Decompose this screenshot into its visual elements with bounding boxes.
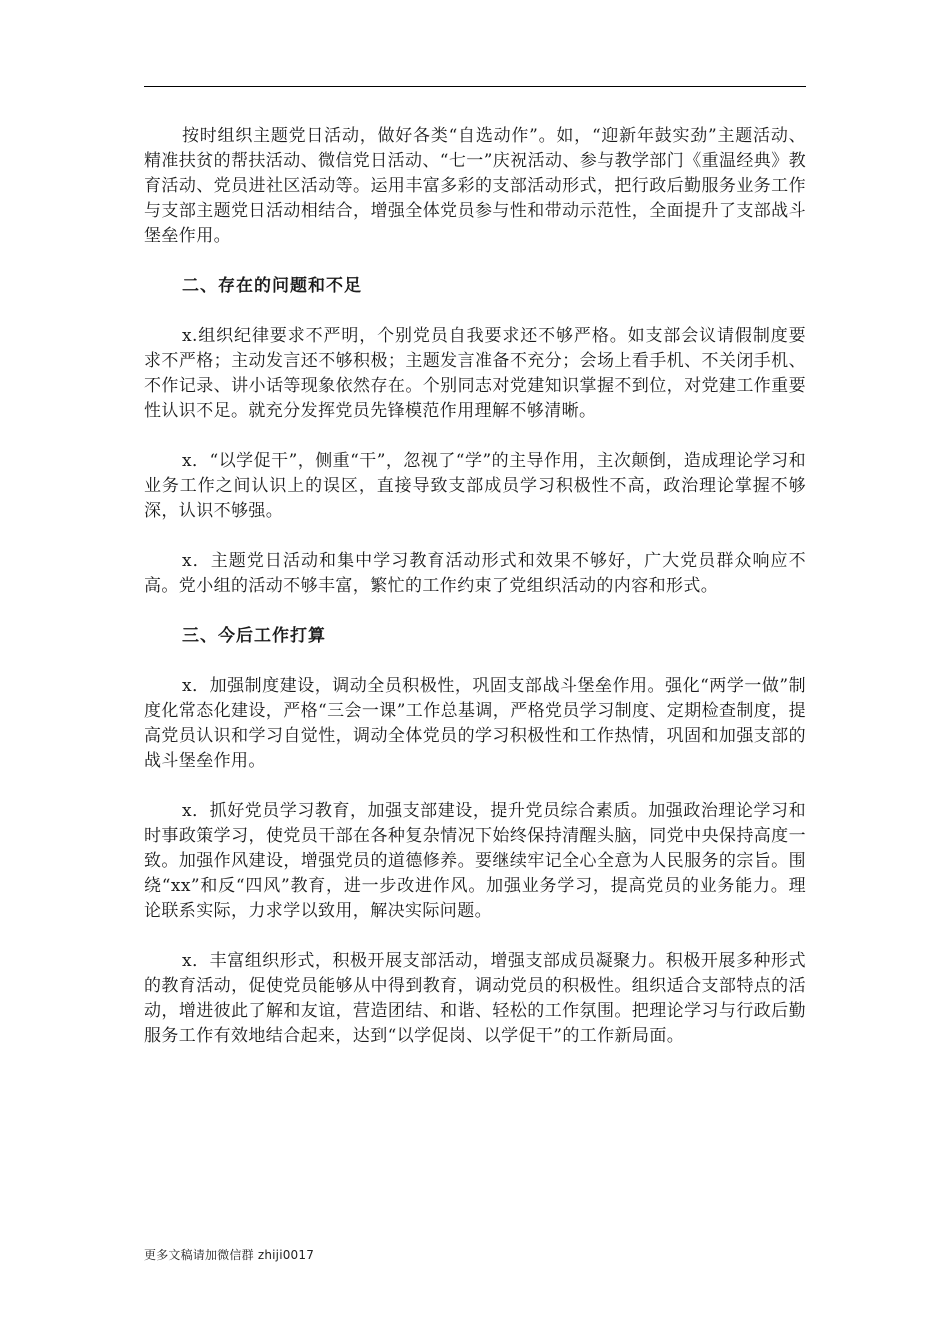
paragraph: x．加强制度建设，调动全员积极性，巩固支部战斗堡垒作用。强化“两学一做”制度化常态化建设，严格“三会一课”工作总基调，严格党员学习制度、定期检查制度，提高党员认识和学习自觉性，调动全体党员的学习积极性和工作热情，巩固和加强支部的战斗堡垒作用。 — [144, 676, 806, 771]
paragraph: x．主题党日活动和集中学习教育活动形式和效果不够好，广大党员群众响应不高。党小组的活动不够丰富，繁忙的工作约束了党组织活动的内容和形式。 — [144, 551, 806, 596]
paragraph: x．丰富组织形式，积极开展支部活动，增强支部成员凝聚力。积极开展多种形式的教育活动，促使党员能够从中得到教育，调动党员的积极性。组织适合支部特点的活动，增进彼此了解和友谊，营造团结、和谐、轻松的工作氛围。把理论学习与行政后勤服务工作有效地结合起来，达到“以学促岗、以学促干”的工作新局面。 — [144, 951, 806, 1046]
header-rule — [144, 86, 806, 87]
paragraph: x．抓好党员学习教育，加强支部建设，提升党员综合素质。加强政治理论学习和时事政策学习，使党员干部在各种复杂情况下始终保持清醒头脑，同党中央保持高度一致。加强作风建设，增强党员的道德修养。要继续牢记全心全意为人民服务的宗旨。围绕“xx”和反“四风”教育，进一步改进作风。加强业务学习，提高党员的业务能力。理论联系实际，力求学以致用，解决实际问题。 — [144, 801, 806, 921]
section-heading: 三、今后工作打算 — [182, 626, 326, 646]
paragraph: x．“以学促干”，侧重“干”，忽视了“学”的主导作用，主次颠倒，造成理论学习和业务工作之间认识上的误区，直接导致支部成员学习积极性不高，政治理论掌握不够深，认识不够强。 — [144, 451, 806, 521]
footer-note: 更多文稿请加微信群 zhiji0017 — [144, 1248, 315, 1262]
paragraph: x.组织纪律要求不严明，个别党员自我要求还不够严格。如支部会议请假制度要求不严格；主动发言还不够积极；主题发言准备不充分；会场上看手机、不关闭手机、不作记录、讲小话等现象依然存在。个别同志对党建知识掌握不到位，对党建工作重要性认识不足。就充分发挥党员先锋模范作用理解不够清晰。 — [144, 326, 806, 421]
paragraph: 按时组织主题党日活动，做好各类“自选动作”。如，“迎新年鼓实劲”主题活动、精准扶贫的帮扶活动、微信党日活动、“七一”庆祝活动、参与教学部门《重温经典》教育活动、党员进社区活动等。运用丰富多彩的支部活动形式，把行政后勤服务业务工作与支部主题党日活动相结合，增强全体党员参与性和带动示范性，全面提升了支部战斗堡垒作用。 — [144, 126, 806, 246]
section-heading: 二、存在的问题和不足 — [182, 276, 362, 296]
document-body — [144, 124, 806, 1049]
